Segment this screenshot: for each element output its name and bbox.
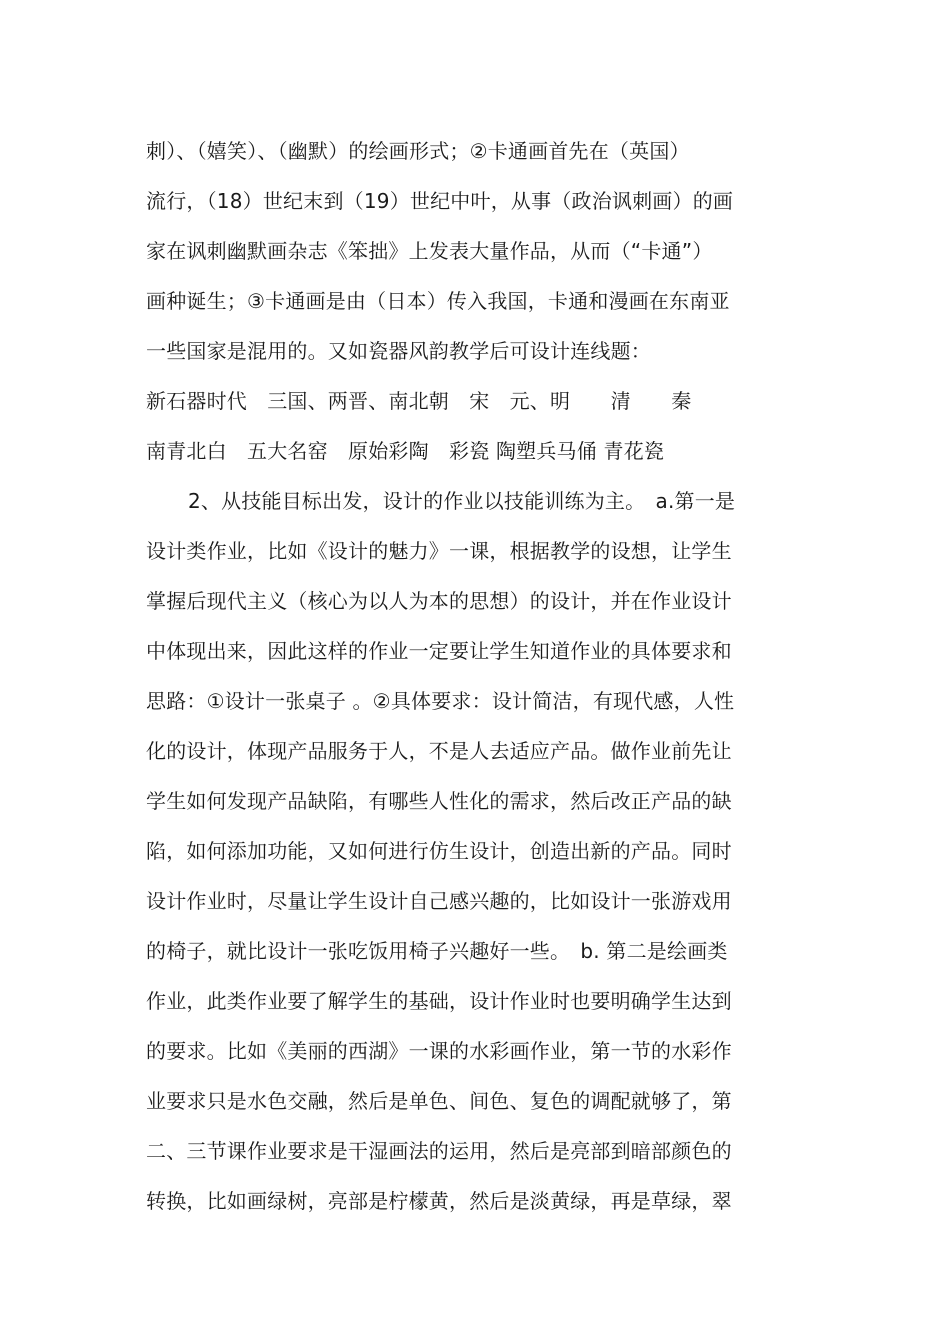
text-line: 化的设计，体现产品服务于人，不是人去适应产品。做作业前先让 (146, 739, 732, 763)
text-line: 掌握后现代主义（核心为以人为本的思想）的设计，并在作业设计 (146, 589, 732, 613)
document-body (146, 126, 826, 1226)
text-line: 业要求只是水色交融，然后是单色、间色、复色的调配就够了，第 (146, 1089, 732, 1113)
text-line: 陷，如何添加功能，又如何进行仿生设计，创造出新的产品。同时 (146, 839, 732, 863)
text-line: 思路：①设计一张桌子 。②具体要求：设计简洁，有现代感，人性 (146, 689, 735, 713)
paragraph-start-line: 2、从技能目标出发，设计的作业以技能训练为主。 a.第一是 (188, 489, 736, 513)
text-line: 转换，比如画绿树，亮部是柠檬黄，然后是淡黄绿，再是草绿，翠 (146, 1189, 732, 1213)
text-line: 刺）、（嬉笑）、（幽默）的绘画形式；②卡通画首先在（英国） (146, 139, 690, 163)
matching-row-ceramics: 南青北白 五大名窑 原始彩陶 彩瓷 陶塑兵马俑 青花瓷 (146, 439, 665, 463)
text-line: 家在讽刺幽默画杂志《笨拙》上发表大量作品，从而（“卡通”） (146, 239, 713, 263)
text-line: 的要求。比如《美丽的西湖》一课的水彩画作业，第一节的水彩作 (146, 1039, 732, 1063)
text-line: 中体现出来，因此这样的作业一定要让学生知道作业的具体要求和 (146, 639, 732, 663)
matching-row-eras: 新石器时代 三国、两晋、南北朝 宋 元、明 清 秦 (146, 389, 692, 413)
text-line: 画种诞生；③卡通画是由（日本）传入我国，卡通和漫画在东南亚 (146, 289, 730, 313)
text-line: 流行，（18）世纪末到（19）世纪中叶，从事（政治讽刺画）的画 (146, 189, 734, 213)
text-line: 的椅子，就比设计一张吃饭用椅子兴趣好一些。 b. 第二是绘画类 (146, 939, 728, 963)
text-line: 二、三节课作业要求是干湿画法的运用，然后是亮部到暗部颜色的 (146, 1139, 732, 1163)
text-line: 一些国家是混用的。又如瓷器风韵教学后可设计连线题： (146, 339, 651, 363)
text-line: 设计作业时，尽量让学生设计自己感兴趣的，比如设计一张游戏用 (146, 889, 732, 913)
text-line: 设计类作业，比如《设计的魅力》一课，根据教学的设想，让学生 (146, 539, 732, 563)
text-line: 作业，此类作业要了解学生的基础，设计作业时也要明确学生达到 (146, 989, 732, 1013)
text-line: 学生如何发现产品缺陷，有哪些人性化的需求，然后改正产品的缺 (146, 789, 732, 813)
